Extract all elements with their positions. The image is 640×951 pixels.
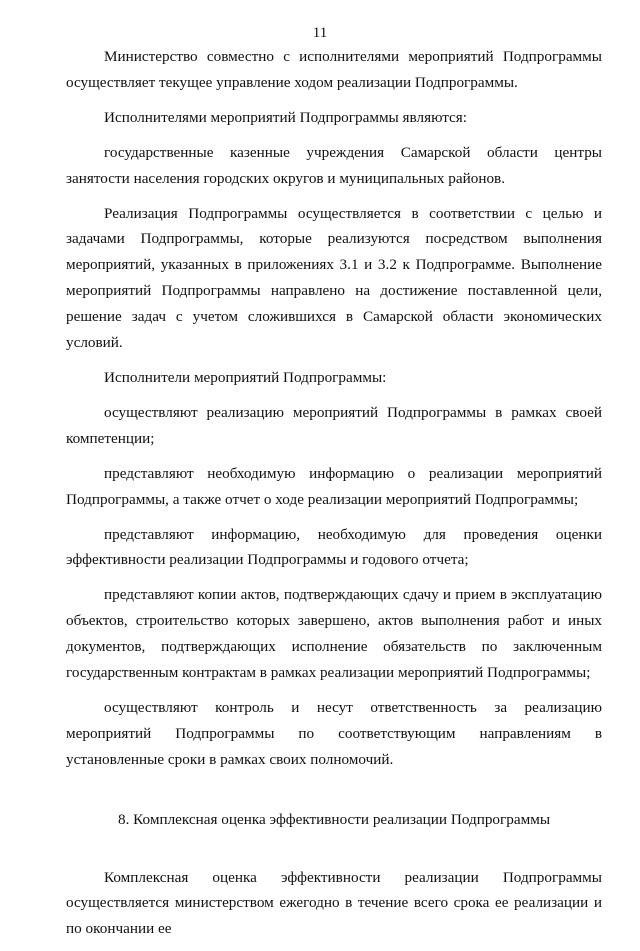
paragraph-executors-intro: Исполнителями мероприятий Подпрограммы являются: — [104, 108, 467, 126]
paragraph-management: Министерство совместно с исполнителями мероприятий Подпрограммы осуществляет текущее управление ходом реализации Подпрограммы. — [66, 48, 602, 91]
document-body — [66, 44, 602, 951]
paragraph-executors-list: государственные казенные учреждения Самарской области центры занятости населения городских округов и муниципальных районов. — [66, 143, 602, 187]
paragraph-duty-control: осуществляют контроль и несут ответственность за реализацию мероприятий Подпрограммы по соответствующим направлениям в установленные сроки в рамках своих полномочий. — [66, 698, 602, 768]
paragraph-duty-acts: представляют копии актов, подтверждающих сдачу и прием в эксплуатацию объектов, строительство которых завершено, актов выполнения работ и иных документов, подтверждающих исполнение обязательств по заключенным государственным контрактам в рамках реализации мероприятий Подпрограммы; — [66, 586, 602, 682]
paragraph-duty-information: представляют необходимую информацию о реализации мероприятий Подпрограммы, а также отчет о ходе реализации мероприятий Подпрограммы; — [66, 464, 602, 508]
paragraph-duty-evaluation: представляют информацию, необходимую для проведения оценки эффективности реализации Подпрограммы и годового отчета; — [66, 525, 602, 569]
section-heading: 8. Комплексная оценка эффективности реализации Подпрограммы — [117, 810, 551, 828]
paragraph-complex-evaluation: Комплексная оценка эффективности реализации Подпрограммы осуществляется министерством ежегодно в течение всего срока ее реализации и по окончании ее — [66, 868, 602, 938]
page-number: 11 — [312, 25, 328, 41]
paragraph-duty-competence: осуществляют реализацию мероприятий Подпрограммы в рамках своей компетенции; — [66, 403, 602, 447]
paragraph-executors-duties-intro: Исполнители мероприятий Подпрограммы: — [104, 368, 387, 386]
paragraph-implementation: Реализация Подпрограммы осуществляется в соответствии с целью и задачами Подпрограммы, которые реализуются посредством выполнения мероприятий, указанных в приложениях 3.1 и 3.2 к Подпрограмме. Выполнение мероприятий Подпрограммы направлено на достижение поставленной цели, решение задач с учетом сложившихся в Самарской области экономических условий. — [66, 204, 602, 352]
